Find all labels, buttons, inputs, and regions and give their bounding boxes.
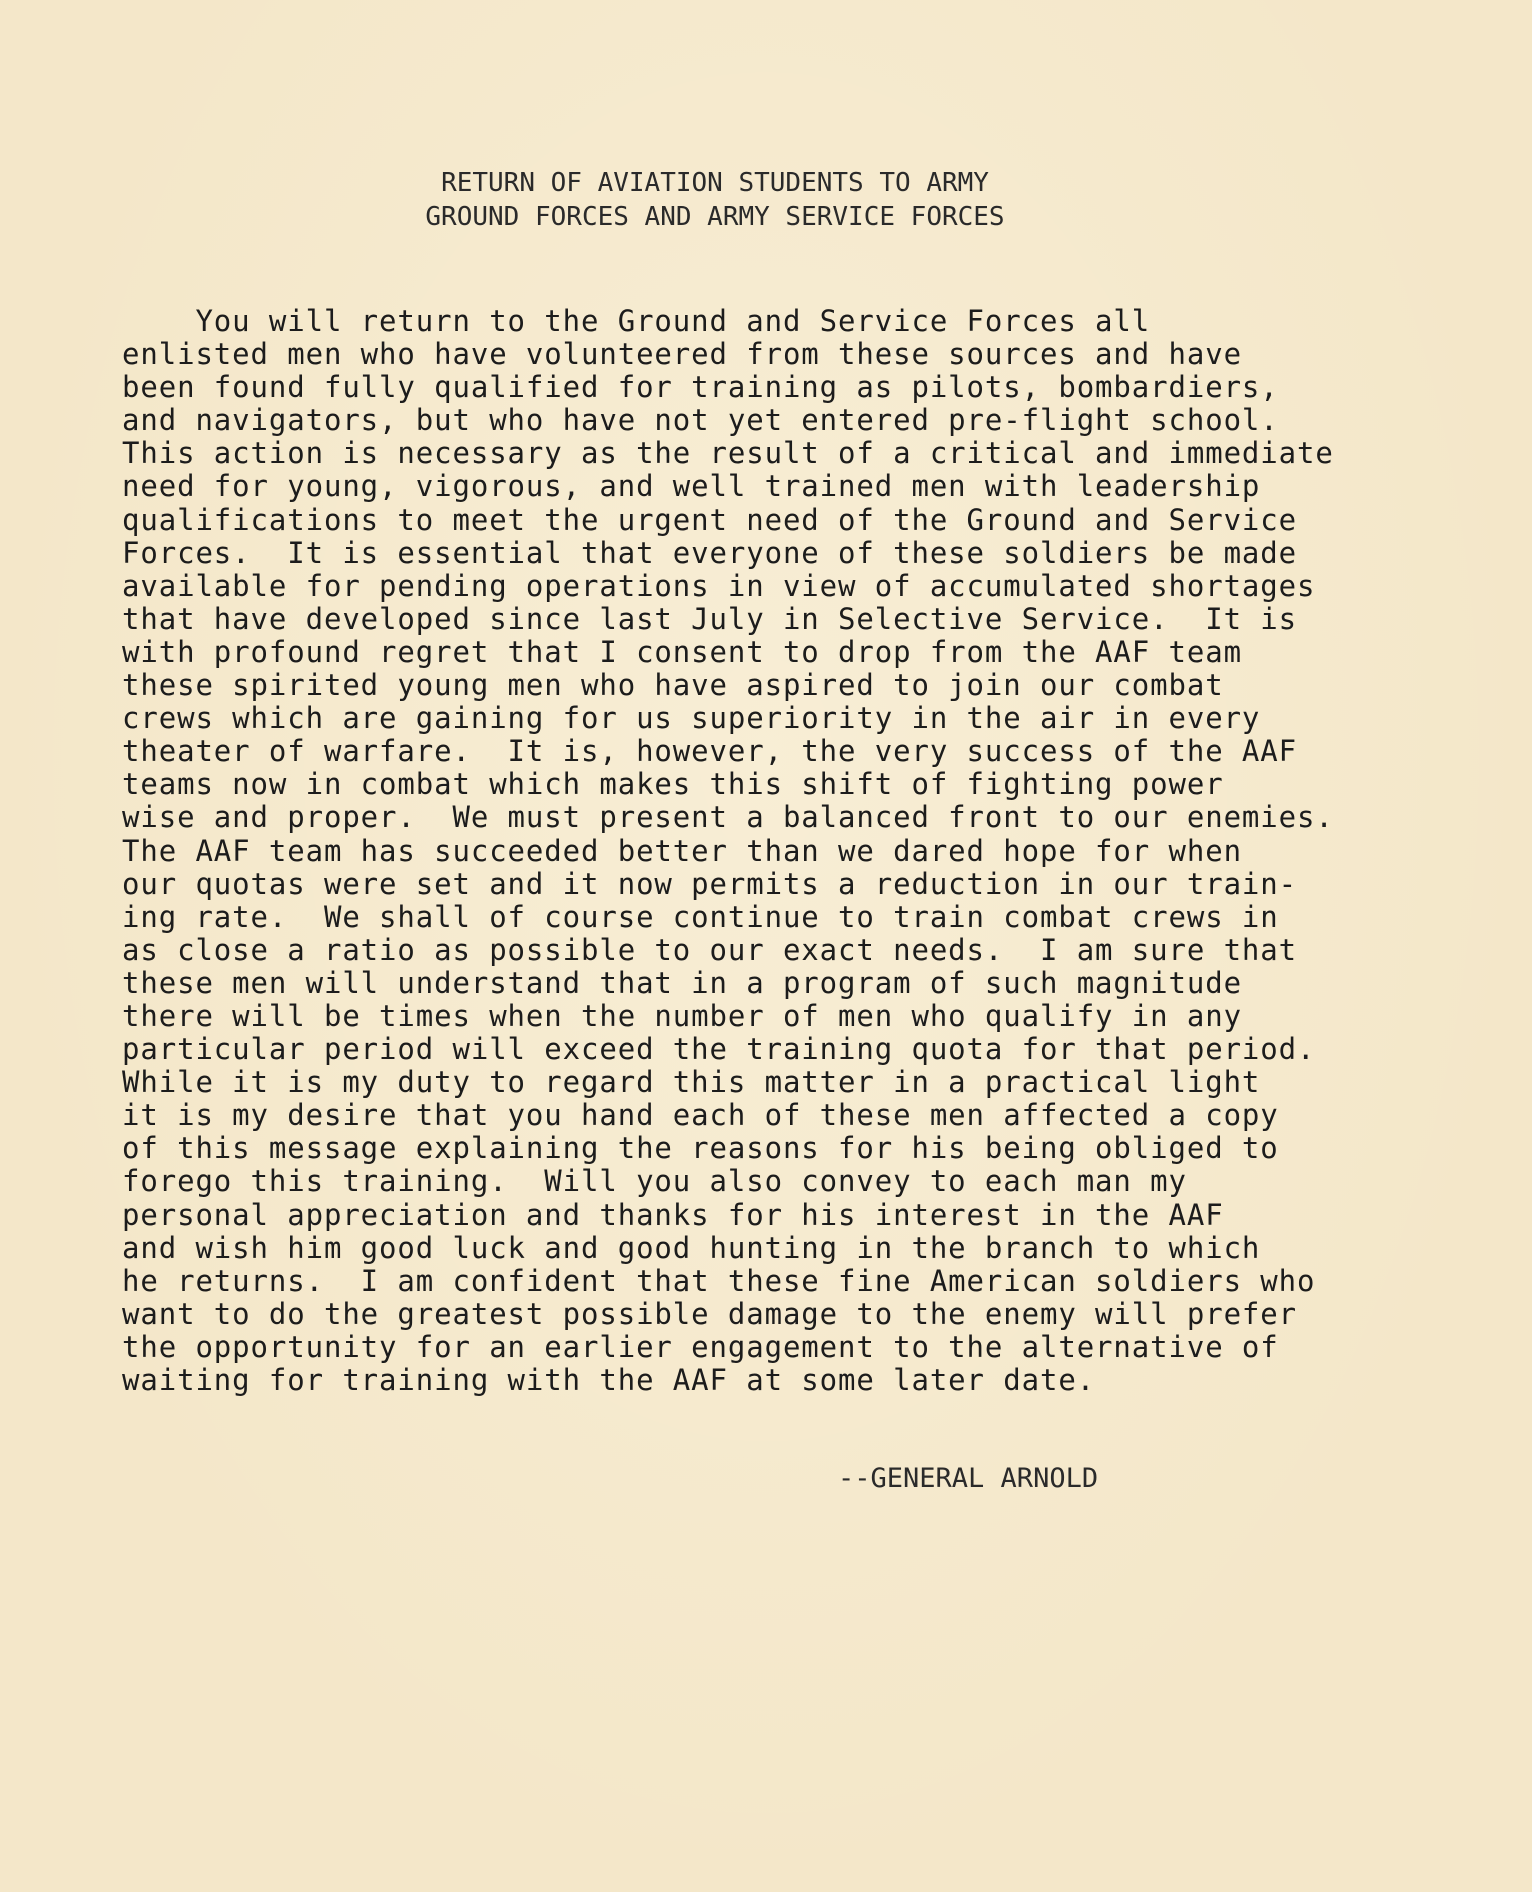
body-line: ing rate. We shall of course continue to train combat crews in — [122, 899, 1279, 934]
body-line: Forces. It is essential that everyone of these soldiers be made — [122, 535, 1298, 570]
body-line: crews which are gaining for us superiority in the air in every — [122, 701, 1261, 736]
body-line: The AAF team has succeeded better than we dared hope for when — [122, 833, 1242, 868]
body-line: with profound regret that I consent to drop from the AAF team — [122, 634, 1242, 669]
body-line: You will return to the Ground and Service Forces all — [122, 304, 1151, 338]
message-body — [122, 305, 1442, 1397]
body-line: and wish him good luck and good hunting in the branch to which — [122, 1230, 1261, 1265]
document-title — [0, 166, 1430, 234]
body-line: the opportunity for an earlier engagement to the alternative of — [122, 1329, 1279, 1364]
body-line: particular period will exceed the training quota for that period. — [122, 1032, 1316, 1067]
signature: --GENERAL ARNOLD — [838, 1463, 1099, 1494]
body-line: forego this training. Will you also convey to each man my — [122, 1164, 1187, 1199]
body-line: there will be times when the number of men who qualify in any — [122, 998, 1242, 1033]
body-line: qualifications to meet the urgent need of the Ground and Service — [122, 502, 1298, 537]
body-line: enlisted men who have volunteered from these sources and have — [122, 337, 1242, 372]
body-line: need for young, vigorous, and well trained men with leadership — [122, 469, 1261, 504]
body-line: been found fully qualified for training as pilots, bombardiers, — [122, 370, 1279, 405]
body-line: available for pending operations in view of accumulated shortages — [122, 568, 1316, 603]
body-line: these spirited young men who have aspired to join our combat — [122, 668, 1224, 703]
body-line: of this message explaining the reasons for his being obliged to — [122, 1131, 1279, 1166]
title-line-2: GROUND FORCES AND ARMY SERVICE FORCES — [425, 202, 1005, 232]
body-line: waiting for training with the AAF at some later date. — [122, 1363, 1096, 1397]
body-line: that have developed since last July in Selective Service. It is — [122, 601, 1298, 636]
title-line-1: RETURN OF AVIATION STUDENTS TO ARMY — [441, 168, 989, 198]
body-line: these men will understand that in a program of such magnitude — [122, 965, 1242, 1000]
body-line: want to do the greatest possible damage to the enemy will prefer — [122, 1296, 1298, 1331]
body-line: it is my desire that you hand each of these men affected a copy — [122, 1098, 1279, 1133]
body-line: theater of warfare. It is, however, the very success of the AAF — [122, 734, 1298, 769]
body-line: and navigators, but who have not yet entered pre-flight school. — [122, 403, 1279, 438]
body-line: he returns. I am confident that these fine American soldiers who — [122, 1263, 1316, 1298]
body-line: This action is necessary as the result of a critical and immediate — [122, 436, 1334, 471]
body-line: While it is my duty to regard this matter in a practical light — [122, 1065, 1261, 1100]
body-line: personal appreciation and thanks for his interest in the AAF — [122, 1197, 1224, 1232]
body-line: as close a ratio as possible to our exact needs. I am sure that — [122, 932, 1298, 967]
body-line: our quotas were set and it now permits a reduction in our train- — [122, 866, 1298, 901]
body-line: wise and proper. We must present a balanced front to our enemies. — [122, 800, 1334, 835]
body-line: teams now in combat which makes this shift of fighting power — [122, 767, 1224, 802]
